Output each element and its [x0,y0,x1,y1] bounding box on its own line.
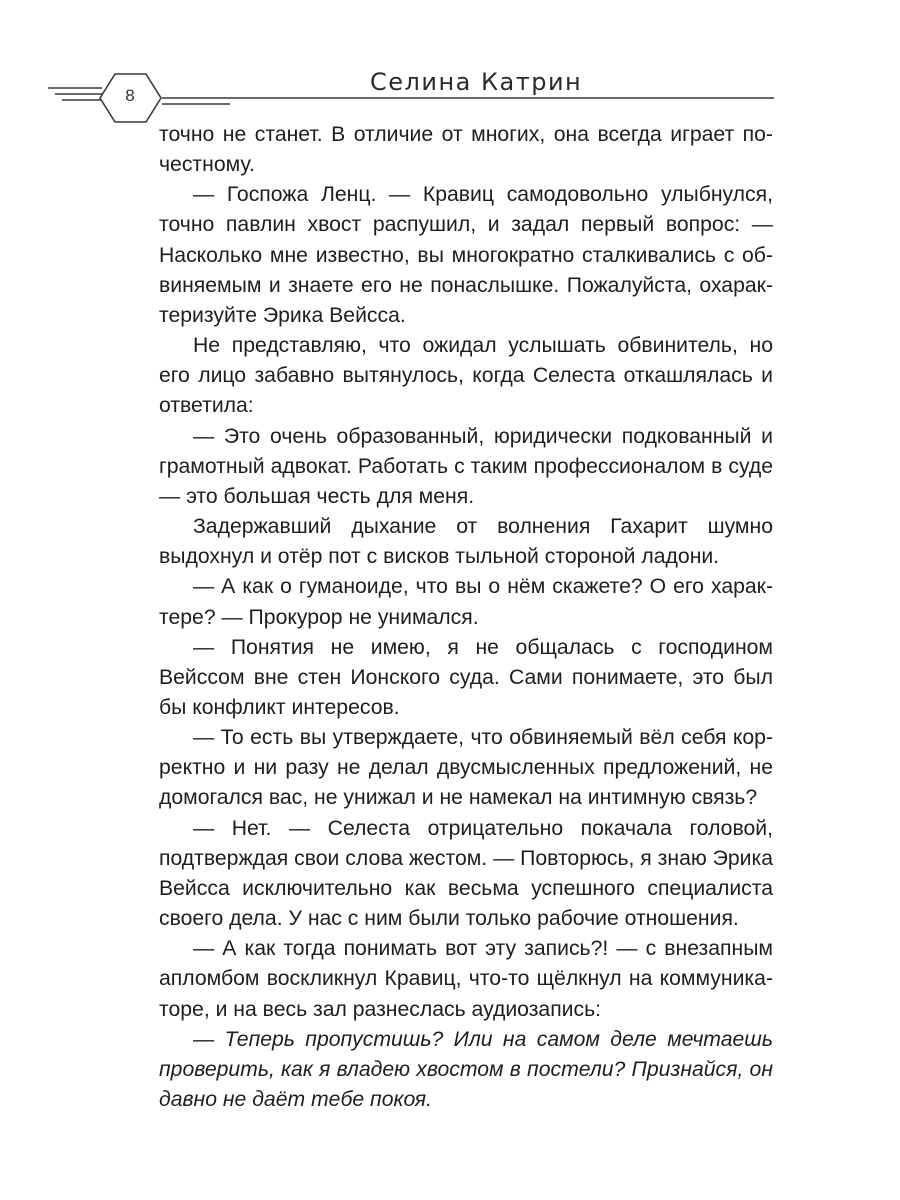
paragraph: Задержавший дыхание от волнения Гахарит шумно выдохнул и отёр пот с висков тыльной стороной ладони. [159,515,773,569]
body-text [159,120,773,1115]
paragraph: — Это очень образованный, юридически подкованный и грамотный адвокат. Работать с таким профессионалом в суде — это большая честь для меня. [159,424,773,508]
paragraph: точно не станет. В отличие от многих, она всегда играет по-честному. [159,123,773,177]
paragraph: — Госпожа Ленц. — Кравиц самодовольно улыбнулся, точно павлин хвост распушил, и задал первый вопрос: — Насколько мне известно, вы многократно сталкивались с обвиняемым и знаете его не понаслышке. Пожалуйста, охарактеризуйте Эрика Вейсса. [159,183,773,327]
page-number: 8 [125,86,135,105]
paragraph: Не представляю, что ожидал услышать обвинитель, но его лицо забавно вытянулось, когда Селеста откашлялась и ответила: [159,334,773,418]
running-head-author: Селина Катрин [370,68,583,96]
page-header [0,0,900,140]
paragraph: — То есть вы утверждаете, что обвиняемый вёл себя корректно и ни разу не делал двусмысленных предложений, не домогался вас, не унижал и не намекал на интимную связь? [159,726,773,810]
paragraph-italic: — Теперь пропустишь? Или на самом деле мечтаешь проверить, как я владею хвостом в постели? Признайся, он давно не даёт тебе покоя. [159,1027,773,1111]
paragraph: — Понятия не имею, я не общалась с господином Вейссом вне стен Ионского суда. Сами понимаете, это был бы конфликт интересов. [159,635,773,719]
paragraph: — А как тогда понимать вот эту запись?! — с внезапным апломбом воскликнул Кравиц, что-то щёлкнул на коммуникаторе, и на весь зал разнеслась аудиозапись: [159,937,773,1021]
paragraph: — А как о гуманоиде, что вы о нём скажете? О его характере? — Прокурор не унимался. [159,575,773,629]
paragraph: — Нет. — Селеста отрицательно покачала головой, подтверждая свои слова жестом. — Повторюсь, я знаю Эрика Вейсса исключительно как весьма успешного специалиста своего дела. У нас с ним были только рабочие отношения. [159,816,773,931]
